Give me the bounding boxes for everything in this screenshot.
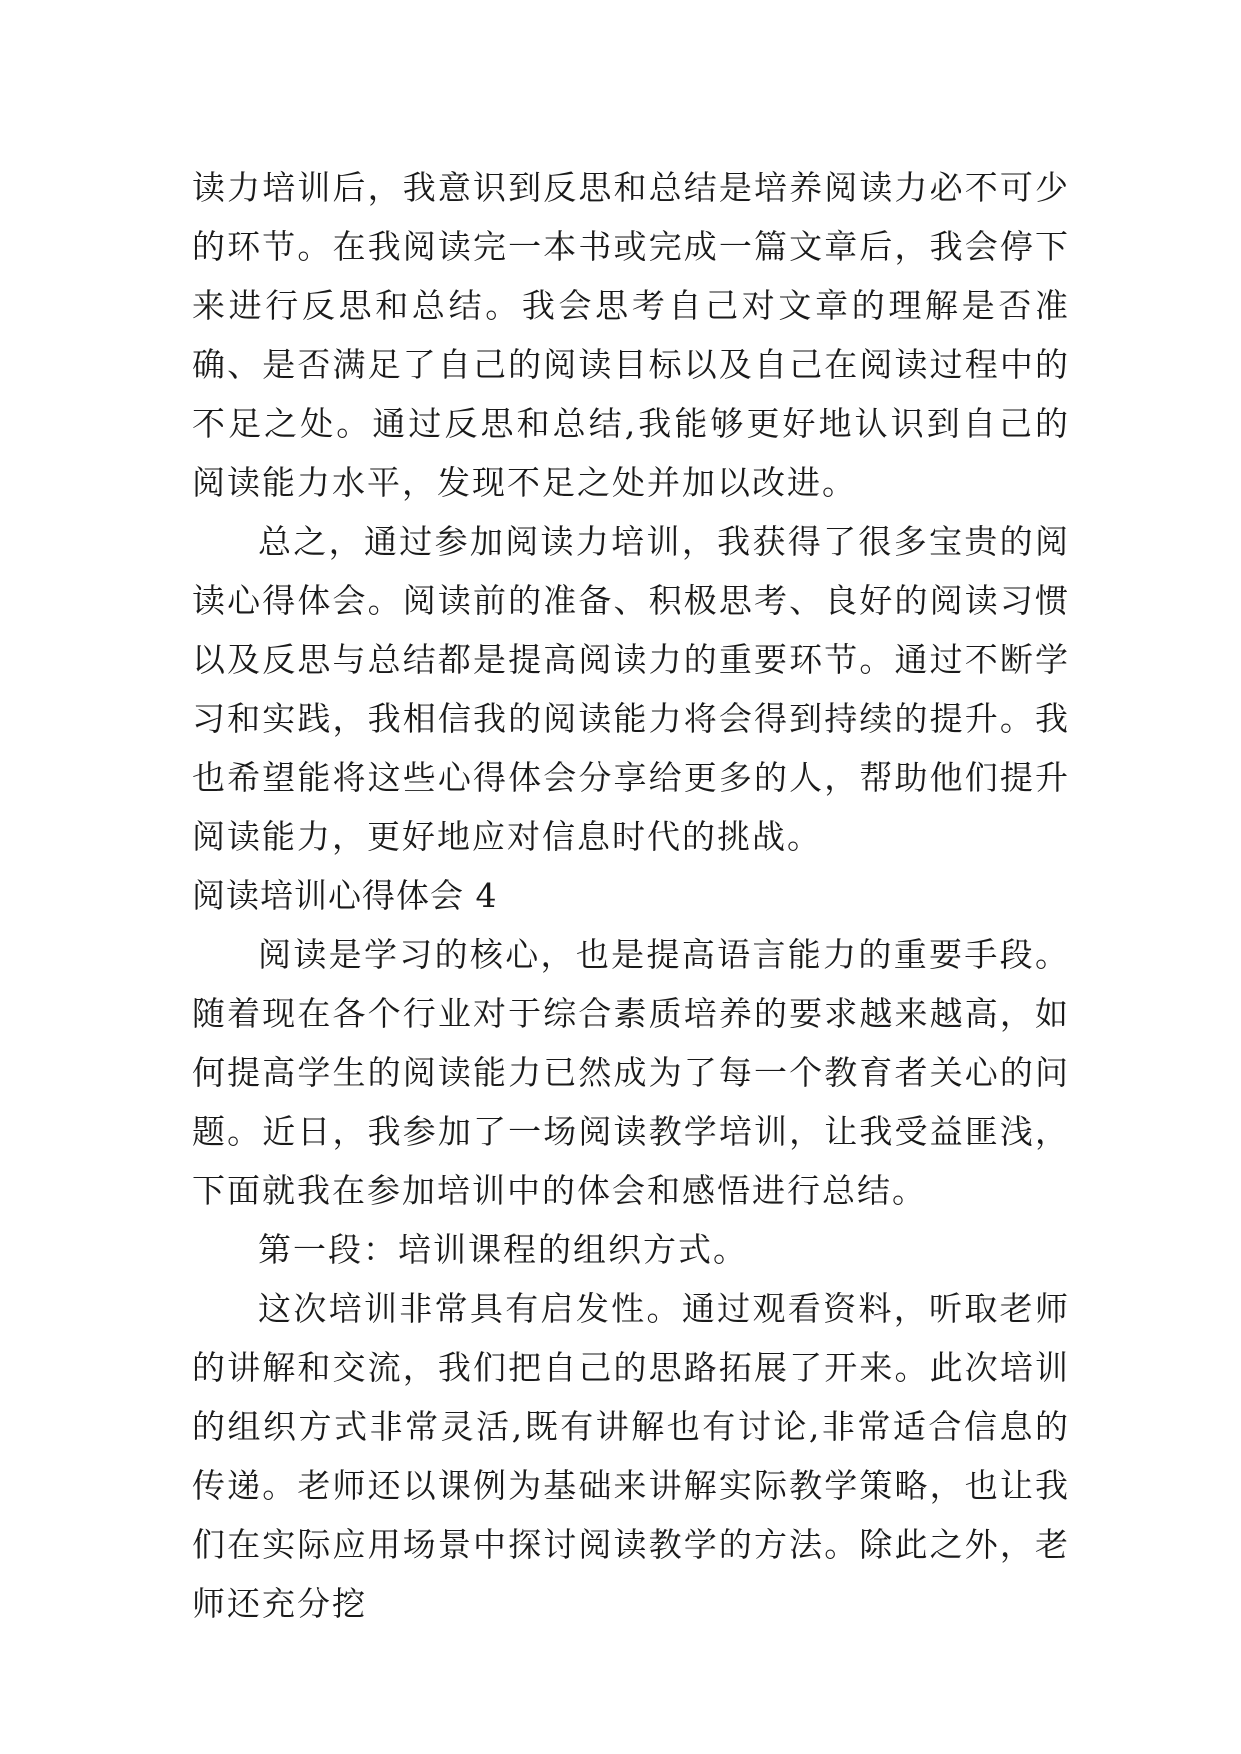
paragraph-summary: 总之，通过参加阅读力培训，我获得了很多宝贵的阅读心得体会。阅读前的准备、积极思考、良好的阅读习惯以及反思与总结都是提高阅读力的重要环节。通过不断学习和实践，我相信我的阅读能力将会得到持续的提升。我也希望能将这些心得体会分享给更多的人，帮助他们提升阅读能力，更好地应对信息时代的挑战。 — [192, 522, 1070, 856]
paragraph-subheading: 第一段：培训课程的组织方式。 — [258, 1230, 748, 1269]
paragraph-intro: 阅读是学习的核心，也是提高语言能力的重要手段。随着现在各个行业对于综合素质培养的要求越来越高，如何提高学生的阅读能力已然成为了每一个教育者关心的问题。近日，我参加了一场阅读教学培训，让我受益匪浅，下面就我在参加培训中的体会和感悟进行总结。 — [192, 935, 1070, 1210]
document-body — [192, 158, 1070, 1633]
paragraph-course-organization: 这次培训非常具有启发性。通过观看资料，听取老师的讲解和交流，我们把自己的思路拓展了开来。此次培训的组织方式非常灵活,既有讲解也有讨论,非常适合信息的传递。老师还以课例为基础来讲解实际教学策略，也让我们在实际应用场景中探讨阅读教学的方法。除此之外，老师还充分挖 — [192, 1289, 1070, 1623]
section-heading: 阅读培训心得体会 4 — [192, 876, 498, 915]
paragraph-continuation: 读力培训后，我意识到反思和总结是培养阅读力必不可少的环节。在我阅读完一本书或完成一篇文章后，我会停下来进行反思和总结。我会思考自己对文章的理解是否准确、是否满足了自己的阅读目标以及自己在阅读过程中的不足之处。通过反思和总结,我能够更好地认识到自己的阅读能力水平，发现不足之处并加以改进。 — [192, 168, 1070, 502]
